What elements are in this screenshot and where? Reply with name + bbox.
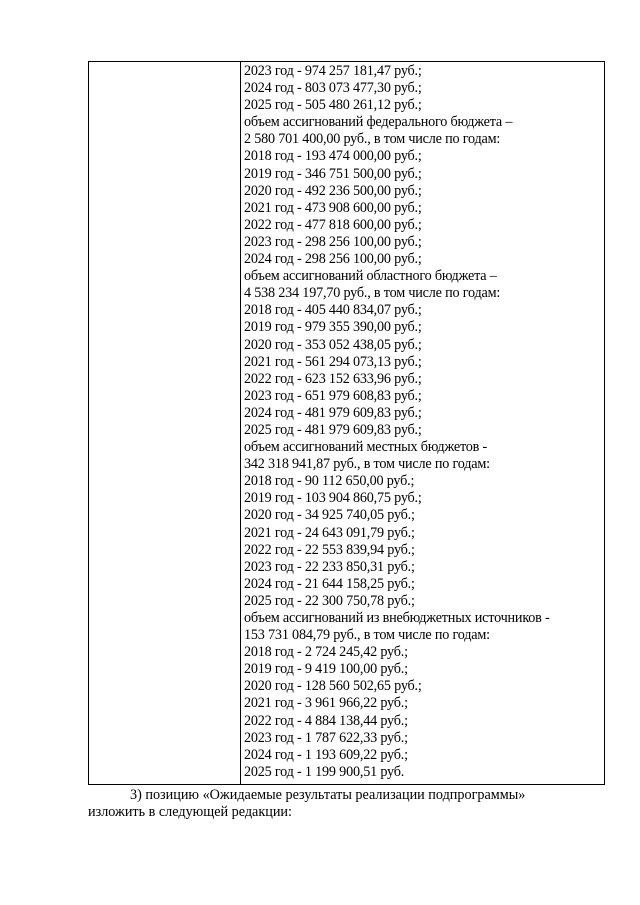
table-line: 2019 год - 979 355 390,00 руб.; bbox=[244, 319, 422, 336]
table-line: 2024 год - 481 979 609,83 руб.; bbox=[244, 404, 422, 421]
table-line: 2019 год - 103 904 860,75 руб.; bbox=[244, 490, 422, 507]
table-line: 2018 год - 2 724 245,42 руб.; bbox=[244, 644, 408, 661]
table-line: 2023 год - 298 256 100,00 руб.; bbox=[244, 233, 422, 250]
table-column-divider bbox=[240, 62, 241, 784]
table-line: 2023 год - 651 979 608,83 руб.; bbox=[244, 387, 422, 404]
funding-table bbox=[88, 61, 605, 785]
table-line: 2023 год - 974 257 181,47 руб.; bbox=[244, 63, 422, 79]
table-line: 2019 год - 346 751 500,00 руб.; bbox=[244, 165, 422, 182]
table-line: 2021 год - 3 961 966,22 руб.; bbox=[244, 695, 408, 712]
table-line: 2022 год - 477 818 600,00 руб.; bbox=[244, 216, 422, 233]
paragraph-line-1: 3) позицию «Ожидаемые результаты реализации подпрограммы» bbox=[130, 787, 526, 803]
table-line: 2022 год - 4 884 138,44 руб.; bbox=[244, 712, 408, 729]
table-line: 2018 год - 193 474 000,00 руб.; bbox=[244, 148, 422, 165]
table-right-cell bbox=[244, 63, 604, 781]
table-line: 2025 год - 505 480 261,12 руб.; bbox=[244, 97, 422, 114]
paragraph-line-2: изложить в следующей редакции: bbox=[88, 804, 292, 820]
table-line: 2020 год - 128 560 502,65 руб.; bbox=[244, 678, 422, 695]
table-line: 2020 год - 34 925 740,05 руб.; bbox=[244, 507, 415, 524]
table-line: 2 580 701 400,00 руб., в том числе по годам: bbox=[244, 131, 501, 148]
table-line: 2024 год - 21 644 158,25 руб.; bbox=[244, 575, 415, 592]
table-line: 2025 год - 22 300 750,78 руб.; bbox=[244, 592, 415, 609]
table-line: 2019 год - 9 419 100,00 руб.; bbox=[244, 661, 408, 678]
table-line: 2022 год - 22 553 839,94 руб.; bbox=[244, 541, 415, 558]
table-line: объем ассигнований областного бюджета – bbox=[244, 268, 497, 285]
table-line: 2018 год - 90 112 650,00 руб.; bbox=[244, 473, 415, 490]
table-line: объем ассигнований федерального бюджета – bbox=[244, 114, 513, 131]
table-line: объем ассигнований местных бюджетов - bbox=[244, 439, 488, 456]
table-line: 153 731 084,79 руб., в том числе по годам: bbox=[244, 627, 490, 644]
table-line: 2024 год - 298 256 100,00 руб.; bbox=[244, 251, 422, 268]
table-line: 2025 год - 481 979 609,83 руб.; bbox=[244, 421, 422, 438]
table-line: 2023 год - 22 233 850,31 руб.; bbox=[244, 558, 415, 575]
table-line: 2025 год - 1 199 900,51 руб. bbox=[244, 763, 405, 780]
table-line: 2021 год - 561 294 073,13 руб.; bbox=[244, 353, 422, 370]
table-line: 2021 год - 473 908 600,00 руб.; bbox=[244, 199, 422, 216]
table-line: 342 318 941,87 руб., в том числе по годам: bbox=[244, 456, 490, 473]
table-line: 2022 год - 623 152 633,96 руб.; bbox=[244, 370, 422, 387]
table-line: 2020 год - 353 052 438,05 руб.; bbox=[244, 336, 422, 353]
table-line: 2020 год - 492 236 500,00 руб.; bbox=[244, 182, 422, 199]
table-line: 2024 год - 1 193 609,22 руб.; bbox=[244, 746, 408, 763]
table-line: 4 538 234 197,70 руб., в том числе по годам: bbox=[244, 285, 501, 302]
table-line: 2024 год - 803 073 477,30 руб.; bbox=[244, 80, 422, 97]
table-line: 2018 год - 405 440 834,07 руб.; bbox=[244, 302, 422, 319]
table-left-cell bbox=[89, 62, 240, 784]
table-line: 2021 год - 24 643 091,79 руб.; bbox=[244, 524, 415, 541]
table-line: объем ассигнований из внебюджетных источников - bbox=[244, 610, 550, 626]
table-line: 2023 год - 1 787 622,33 руб.; bbox=[244, 729, 408, 746]
